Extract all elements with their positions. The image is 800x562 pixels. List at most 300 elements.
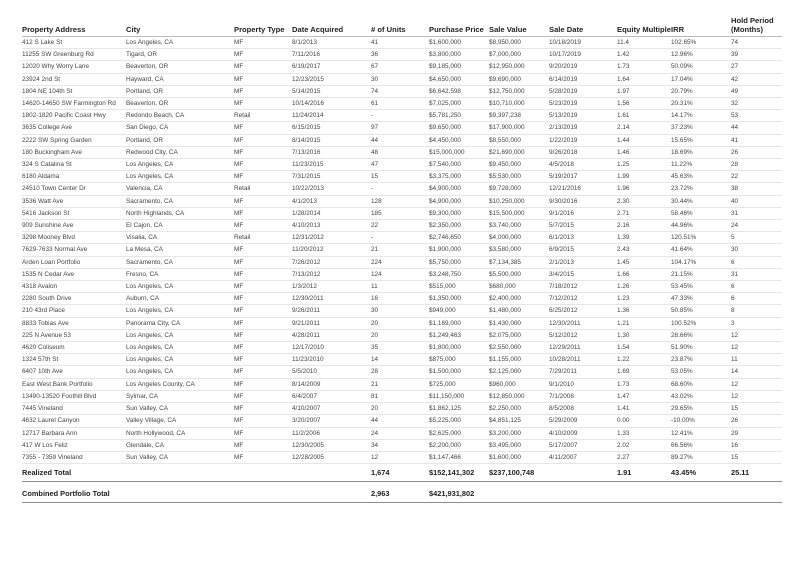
- cell-property-type: MF: [234, 366, 292, 378]
- cell-irr: 50.09%: [671, 61, 731, 73]
- cell-units: 128: [371, 195, 429, 207]
- cell-city: Auburn, CA: [126, 293, 234, 305]
- cell-hold-period: 12: [731, 329, 782, 341]
- realized-total-empty-city: [126, 464, 234, 482]
- cell-sale-date: 7/18/2012: [549, 281, 617, 293]
- realized-total-row: [22, 464, 782, 482]
- cell-equity-multiple: 1.36: [617, 305, 671, 317]
- cell-city: Los Angeles, CA: [126, 281, 234, 293]
- table-row: [22, 207, 782, 219]
- cell-hold-period: 32: [731, 98, 782, 110]
- cell-units: 47: [371, 159, 429, 171]
- cell-date-acquired: 12/17/2010: [292, 342, 371, 354]
- cell-hold-period: 30: [731, 244, 782, 256]
- cell-property-type: MF: [234, 195, 292, 207]
- cell-city: Tigard, OR: [126, 49, 234, 61]
- cell-sale-date: 12/29/2011: [549, 342, 617, 354]
- cell-irr: 12.41%: [671, 427, 731, 439]
- combined-total-empty-em: [617, 486, 671, 503]
- cell-sale-value: $2,250,000: [489, 403, 549, 415]
- cell-equity-multiple: 2.30: [617, 195, 671, 207]
- cell-units: 11: [371, 281, 429, 293]
- cell-property-address: 6180 Aldama: [22, 171, 126, 183]
- cell-date-acquired: 4/10/2007: [292, 403, 371, 415]
- cell-irr: 53.45%: [671, 281, 731, 293]
- cell-property-type: Retail: [234, 232, 292, 244]
- cell-equity-multiple: 2.14: [617, 122, 671, 134]
- cell-units: 21: [371, 244, 429, 256]
- cell-purchase-price: $515,000: [429, 281, 489, 293]
- cell-date-acquired: 10/22/2013: [292, 183, 371, 195]
- cell-irr: 20.31%: [671, 98, 731, 110]
- cell-sale-date: 7/1/2008: [549, 390, 617, 402]
- combined-total-units: 2,963: [371, 486, 429, 503]
- cell-hold-period: 40: [731, 195, 782, 207]
- cell-irr: 18.69%: [671, 146, 731, 158]
- cell-units: 20: [371, 317, 429, 329]
- cell-purchase-price: $4,900,000: [429, 195, 489, 207]
- cell-equity-multiple: 1.56: [617, 98, 671, 110]
- cell-irr: 21.15%: [671, 268, 731, 280]
- cell-property-address: 8833 Tobias Ave: [22, 317, 126, 329]
- cell-hold-period: 28: [731, 159, 782, 171]
- realized-total-equity-multiple: 1.91: [617, 464, 671, 482]
- cell-property-type: MF: [234, 403, 292, 415]
- table-row: [22, 171, 782, 183]
- cell-purchase-price: $7,025,000: [429, 98, 489, 110]
- cell-sale-value: $15,500,000: [489, 207, 549, 219]
- table-row: [22, 281, 782, 293]
- cell-sale-value: $9,728,000: [489, 183, 549, 195]
- cell-equity-multiple: 1.42: [617, 49, 671, 61]
- cell-sale-value: $2,125,000: [489, 366, 549, 378]
- cell-purchase-price: $1,147,466: [429, 451, 489, 463]
- cell-hold-period: 15: [731, 451, 782, 463]
- cell-hold-period: 41: [731, 134, 782, 146]
- cell-city: El Cajon, CA: [126, 220, 234, 232]
- cell-property-address: 12020 Why Worry Lane: [22, 61, 126, 73]
- cell-sale-value: $9,690,000: [489, 73, 549, 85]
- cell-city: Los Angeles, CA: [126, 329, 234, 341]
- cell-date-acquired: 11/23/2015: [292, 159, 371, 171]
- combined-total-empty-hold: [731, 486, 782, 503]
- cell-irr: 14.17%: [671, 110, 731, 122]
- cell-hold-period: 16: [731, 439, 782, 451]
- cell-purchase-price: $949,000: [429, 305, 489, 317]
- cell-hold-period: 49: [731, 85, 782, 97]
- cell-equity-multiple: 2.71: [617, 207, 671, 219]
- cell-date-acquired: 8/14/2009: [292, 378, 371, 390]
- cell-purchase-price: $1,862,125: [429, 403, 489, 415]
- header-city: City: [126, 12, 234, 37]
- cell-equity-multiple: 1.21: [617, 317, 671, 329]
- cell-purchase-price: $2,746,650: [429, 232, 489, 244]
- cell-property-type: MF: [234, 378, 292, 390]
- cell-date-acquired: 9/21/2011: [292, 317, 371, 329]
- cell-hold-period: 14: [731, 366, 782, 378]
- cell-property-address: 11255 SW Greenburg Rd: [22, 49, 126, 61]
- table-row: [22, 232, 782, 244]
- cell-sale-value: $2,075,000: [489, 329, 549, 341]
- cell-sale-date: 2/1/2013: [549, 256, 617, 268]
- cell-equity-multiple: 11.4: [617, 37, 671, 49]
- cell-irr: 11.22%: [671, 159, 731, 171]
- cell-purchase-price: $3,375,000: [429, 171, 489, 183]
- table-row: [22, 110, 782, 122]
- realized-total-label: Realized Total: [22, 464, 126, 482]
- combined-total-empty-irr: [671, 486, 731, 503]
- cell-hold-period: 31: [731, 207, 782, 219]
- cell-equity-multiple: 1.33: [617, 427, 671, 439]
- cell-city: Beaverton, OR: [126, 98, 234, 110]
- cell-city: Beaverton, OR: [126, 61, 234, 73]
- cell-date-acquired: 11/24/2014: [292, 110, 371, 122]
- cell-sale-date: 9/1/2016: [549, 207, 617, 219]
- cell-date-acquired: 4/1/2013: [292, 195, 371, 207]
- cell-property-type: Retail: [234, 183, 292, 195]
- table-row: [22, 220, 782, 232]
- realized-total-irr: 43.45%: [671, 464, 731, 482]
- cell-units: 28: [371, 366, 429, 378]
- realized-total-empty-type: [234, 464, 292, 482]
- cell-purchase-price: $11,150,000: [429, 390, 489, 402]
- cell-property-address: 412 S Lake St: [22, 37, 126, 49]
- cell-hold-period: 53: [731, 110, 782, 122]
- cell-hold-period: 27: [731, 61, 782, 73]
- cell-sale-date: 5/19/2017: [549, 171, 617, 183]
- cell-hold-period: 12: [731, 390, 782, 402]
- cell-equity-multiple: 1.69: [617, 366, 671, 378]
- cell-date-acquired: 12/30/2005: [292, 439, 371, 451]
- table-row: [22, 37, 782, 49]
- cell-sale-value: $680,000: [489, 281, 549, 293]
- cell-equity-multiple: 1.64: [617, 73, 671, 85]
- cell-purchase-price: $1,169,000: [429, 317, 489, 329]
- cell-sale-value: $3,495,000: [489, 439, 549, 451]
- cell-sale-value: $3,200,000: [489, 427, 549, 439]
- cell-property-address: 1535 N Cedar Ave: [22, 268, 126, 280]
- cell-city: Portland, OR: [126, 134, 234, 146]
- cell-equity-multiple: 1.73: [617, 61, 671, 73]
- cell-sale-value: $12,850,000: [489, 390, 549, 402]
- cell-equity-multiple: 1.25: [617, 159, 671, 171]
- cell-property-address: 1324 57th St: [22, 354, 126, 366]
- cell-purchase-price: $1,600,000: [429, 37, 489, 49]
- cell-city: Visalia, CA: [126, 232, 234, 244]
- cell-units: 67: [371, 61, 429, 73]
- cell-equity-multiple: 1.73: [617, 378, 671, 390]
- cell-date-acquired: 1/28/2014: [292, 207, 371, 219]
- cell-sale-value: $960,000: [489, 378, 549, 390]
- cell-irr: 68.60%: [671, 378, 731, 390]
- cell-property-type: Retail: [234, 110, 292, 122]
- cell-hold-period: 39: [731, 49, 782, 61]
- table-row: [22, 256, 782, 268]
- cell-irr: 51.90%: [671, 342, 731, 354]
- combined-total-label: Combined Portfolio Total: [22, 486, 234, 503]
- cell-property-type: MF: [234, 49, 292, 61]
- cell-equity-multiple: 1.44: [617, 134, 671, 146]
- header-sale-value: Sale Value: [489, 12, 549, 37]
- cell-sale-date: 3/4/2015: [549, 268, 617, 280]
- table-row: [22, 268, 782, 280]
- cell-city: La Mesa, CA: [126, 244, 234, 256]
- cell-property-address: 7355 - 7359 Vineland: [22, 451, 126, 463]
- header-purchase-price: Purchase Price: [429, 12, 489, 37]
- cell-property-address: 6407 10th Ave: [22, 366, 126, 378]
- cell-property-type: MF: [234, 329, 292, 341]
- cell-hold-period: 11: [731, 354, 782, 366]
- cell-purchase-price: $1,500,000: [429, 366, 489, 378]
- cell-property-address: 3536 Watt Ave: [22, 195, 126, 207]
- cell-irr: 28.66%: [671, 329, 731, 341]
- cell-equity-multiple: 1.66: [617, 268, 671, 280]
- cell-sale-value: $2,550,000: [489, 342, 549, 354]
- header-sale-date: Sale Date: [549, 12, 617, 37]
- cell-sale-value: $4,000,000: [489, 232, 549, 244]
- cell-date-acquired: 12/23/2015: [292, 73, 371, 85]
- cell-irr: 37.23%: [671, 122, 731, 134]
- cell-city: Glendale, CA: [126, 439, 234, 451]
- cell-hold-period: 42: [731, 73, 782, 85]
- cell-irr: 102.65%: [671, 37, 731, 49]
- cell-city: Los Angeles, CA: [126, 37, 234, 49]
- cell-property-address: 210 43rd Place: [22, 305, 126, 317]
- cell-date-acquired: 6/15/2015: [292, 122, 371, 134]
- cell-date-acquired: 6/19/2017: [292, 61, 371, 73]
- cell-irr: 50.85%: [671, 305, 731, 317]
- cell-sale-date: 7/12/2012: [549, 293, 617, 305]
- cell-hold-period: 38: [731, 183, 782, 195]
- cell-sale-date: 5/23/2019: [549, 98, 617, 110]
- cell-date-acquired: 11/23/2010: [292, 354, 371, 366]
- cell-property-address: 12717 Barbara Ann: [22, 427, 126, 439]
- cell-property-address: 2222 SW Spring Garden: [22, 134, 126, 146]
- cell-units: 44: [371, 415, 429, 427]
- cell-property-type: MF: [234, 159, 292, 171]
- cell-date-acquired: 7/13/2016: [292, 146, 371, 158]
- cell-property-address: 180 Buckingham Ave: [22, 146, 126, 158]
- cell-purchase-price: $3,800,000: [429, 49, 489, 61]
- cell-property-type: MF: [234, 73, 292, 85]
- cell-units: 41: [371, 37, 429, 49]
- cell-hold-period: 22: [731, 171, 782, 183]
- cell-property-address: 909 Sunshine Ave: [22, 220, 126, 232]
- cell-property-address: 225 N Avenue 53: [22, 329, 126, 341]
- cell-hold-period: 6: [731, 256, 782, 268]
- cell-equity-multiple: 1.45: [617, 256, 671, 268]
- table-row: [22, 366, 782, 378]
- cell-property-address: 13490-13520 Foothill Blvd: [22, 390, 126, 402]
- cell-hold-period: 29: [731, 427, 782, 439]
- header-equity-multiple: Equity Multiple: [617, 12, 671, 37]
- cell-property-type: MF: [234, 85, 292, 97]
- cell-equity-multiple: 2.02: [617, 439, 671, 451]
- cell-purchase-price: $5,750,000: [429, 256, 489, 268]
- cell-equity-multiple: 1.46: [617, 146, 671, 158]
- cell-sale-date: 12/21/2016: [549, 183, 617, 195]
- table-row: [22, 134, 782, 146]
- cell-hold-period: 74: [731, 37, 782, 49]
- cell-city: Redondo Beach, CA: [126, 110, 234, 122]
- cell-property-address: 1804 NE 104th St: [22, 85, 126, 97]
- cell-city: Los Angeles, CA: [126, 159, 234, 171]
- table-row: [22, 439, 782, 451]
- cell-units: 48: [371, 146, 429, 158]
- cell-units: 44: [371, 134, 429, 146]
- cell-city: Panorama City, CA: [126, 317, 234, 329]
- cell-irr: 23.87%: [671, 354, 731, 366]
- cell-city: Redwood City, CA: [126, 146, 234, 158]
- table-row: [22, 403, 782, 415]
- combined-total-row: [22, 486, 782, 503]
- cell-units: 35: [371, 342, 429, 354]
- cell-property-address: Arden Loan Portfolio: [22, 256, 126, 268]
- cell-date-acquired: 12/31/2012: [292, 232, 371, 244]
- cell-units: 15: [371, 171, 429, 183]
- cell-sale-date: 9/30/2016: [549, 195, 617, 207]
- cell-date-acquired: 9/26/2011: [292, 305, 371, 317]
- cell-property-type: MF: [234, 427, 292, 439]
- cell-units: 30: [371, 73, 429, 85]
- cell-date-acquired: 10/14/2016: [292, 98, 371, 110]
- cell-equity-multiple: 1.47: [617, 390, 671, 402]
- cell-date-acquired: 7/13/2012: [292, 268, 371, 280]
- cell-purchase-price: $1,249,463: [429, 329, 489, 341]
- cell-sale-date: 10/28/2011: [549, 354, 617, 366]
- cell-irr: 17.04%: [671, 73, 731, 85]
- cell-purchase-price: $2,200,000: [429, 439, 489, 451]
- cell-irr: 58.46%: [671, 207, 731, 219]
- cell-hold-period: 44: [731, 122, 782, 134]
- combined-total-purchase-price: $421,931,802: [429, 486, 489, 503]
- cell-irr: 53.05%: [671, 366, 731, 378]
- realized-total-empty-date: [292, 464, 371, 482]
- cell-city: Los Angeles County, CA: [126, 378, 234, 390]
- cell-hold-period: 26: [731, 146, 782, 158]
- cell-purchase-price: $3,248,750: [429, 268, 489, 280]
- cell-sale-value: $21,690,000: [489, 146, 549, 158]
- cell-irr: 100.52%: [671, 317, 731, 329]
- cell-units: 81: [371, 390, 429, 402]
- cell-sale-date: 7/29/2011: [549, 366, 617, 378]
- table-row: [22, 98, 782, 110]
- cell-date-acquired: 1/3/2012: [292, 281, 371, 293]
- cell-equity-multiple: 1.54: [617, 342, 671, 354]
- table-row: [22, 378, 782, 390]
- cell-sale-value: $1,155,000: [489, 354, 549, 366]
- cell-equity-multiple: 2.16: [617, 220, 671, 232]
- cell-hold-period: 24: [731, 220, 782, 232]
- table-header-row: [22, 12, 782, 37]
- cell-irr: 30.44%: [671, 195, 731, 207]
- cell-sale-value: $1,600,000: [489, 451, 549, 463]
- header-irr: IRR: [671, 12, 731, 37]
- cell-equity-multiple: 1.26: [617, 281, 671, 293]
- cell-units: 22: [371, 220, 429, 232]
- cell-sale-value: $9,450,000: [489, 159, 549, 171]
- cell-city: Sacramento, CA: [126, 195, 234, 207]
- header-units: # of Units: [371, 12, 429, 37]
- cell-sale-value: $3,580,000: [489, 244, 549, 256]
- cell-units: 14: [371, 354, 429, 366]
- table-body: [22, 37, 782, 464]
- cell-property-type: MF: [234, 61, 292, 73]
- cell-sale-value: $7,134,385: [489, 256, 549, 268]
- cell-purchase-price: $4,900,000: [429, 183, 489, 195]
- cell-hold-period: 12: [731, 342, 782, 354]
- cell-date-acquired: 12/28/2005: [292, 451, 371, 463]
- cell-sale-date: 5/7/2015: [549, 220, 617, 232]
- cell-units: 61: [371, 98, 429, 110]
- cell-property-type: MF: [234, 122, 292, 134]
- cell-hold-period: 12: [731, 378, 782, 390]
- cell-sale-date: 5/28/2019: [549, 85, 617, 97]
- cell-date-acquired: 11/2/2006: [292, 427, 371, 439]
- cell-property-type: MF: [234, 390, 292, 402]
- cell-purchase-price: $7,540,000: [429, 159, 489, 171]
- cell-property-type: MF: [234, 415, 292, 427]
- table-row: [22, 293, 782, 305]
- cell-units: 20: [371, 329, 429, 341]
- realized-total-units: 1,674: [371, 464, 429, 482]
- cell-irr: 66.56%: [671, 439, 731, 451]
- cell-property-type: MF: [234, 37, 292, 49]
- header-property-address: Property Address: [22, 12, 126, 37]
- cell-sale-value: $5,530,000: [489, 171, 549, 183]
- cell-property-address: East West Bank Portfolio: [22, 378, 126, 390]
- cell-property-address: 4620 Coliseum: [22, 342, 126, 354]
- cell-property-type: MF: [234, 293, 292, 305]
- table-row: [22, 305, 782, 317]
- cell-sale-date: 6/14/2019: [549, 73, 617, 85]
- cell-city: Los Angeles, CA: [126, 171, 234, 183]
- cell-property-address: 1802-1820 Pacific Coast Hwy: [22, 110, 126, 122]
- realized-total-purchase-price: $152,141,302: [429, 464, 489, 482]
- cell-irr: 12.96%: [671, 49, 731, 61]
- cell-hold-period: 26: [731, 415, 782, 427]
- cell-units: 224: [371, 256, 429, 268]
- portfolio-table: [22, 12, 782, 503]
- cell-date-acquired: 7/26/2012: [292, 256, 371, 268]
- cell-irr: 29.65%: [671, 403, 731, 415]
- cell-purchase-price: $4,650,000: [429, 73, 489, 85]
- table-row: [22, 159, 782, 171]
- header-property-type: Property Type: [234, 12, 292, 37]
- cell-purchase-price: $875,000: [429, 354, 489, 366]
- cell-equity-multiple: 1.30: [617, 329, 671, 341]
- cell-city: Los Angeles, CA: [126, 366, 234, 378]
- cell-sale-date: 8/5/2008: [549, 403, 617, 415]
- cell-sale-date: 5/12/2012: [549, 329, 617, 341]
- cell-sale-value: $5,500,000: [489, 268, 549, 280]
- cell-hold-period: 3: [731, 317, 782, 329]
- cell-sale-date: 10/18/2019: [549, 37, 617, 49]
- cell-date-acquired: 8/1/2013: [292, 37, 371, 49]
- table-row: [22, 329, 782, 341]
- cell-irr: 47.33%: [671, 293, 731, 305]
- cell-sale-value: $12,750,000: [489, 85, 549, 97]
- cell-equity-multiple: 1.39: [617, 232, 671, 244]
- cell-units: 30: [371, 305, 429, 317]
- cell-equity-multiple: 1.99: [617, 171, 671, 183]
- cell-sale-date: 5/17/2007: [549, 439, 617, 451]
- cell-property-address: 14620-14650 SW Farmington Rd: [22, 98, 126, 110]
- cell-sale-value: $7,000,000: [489, 49, 549, 61]
- cell-units: 16: [371, 293, 429, 305]
- cell-irr: 104.17%: [671, 256, 731, 268]
- cell-sale-value: $4,851,125: [489, 415, 549, 427]
